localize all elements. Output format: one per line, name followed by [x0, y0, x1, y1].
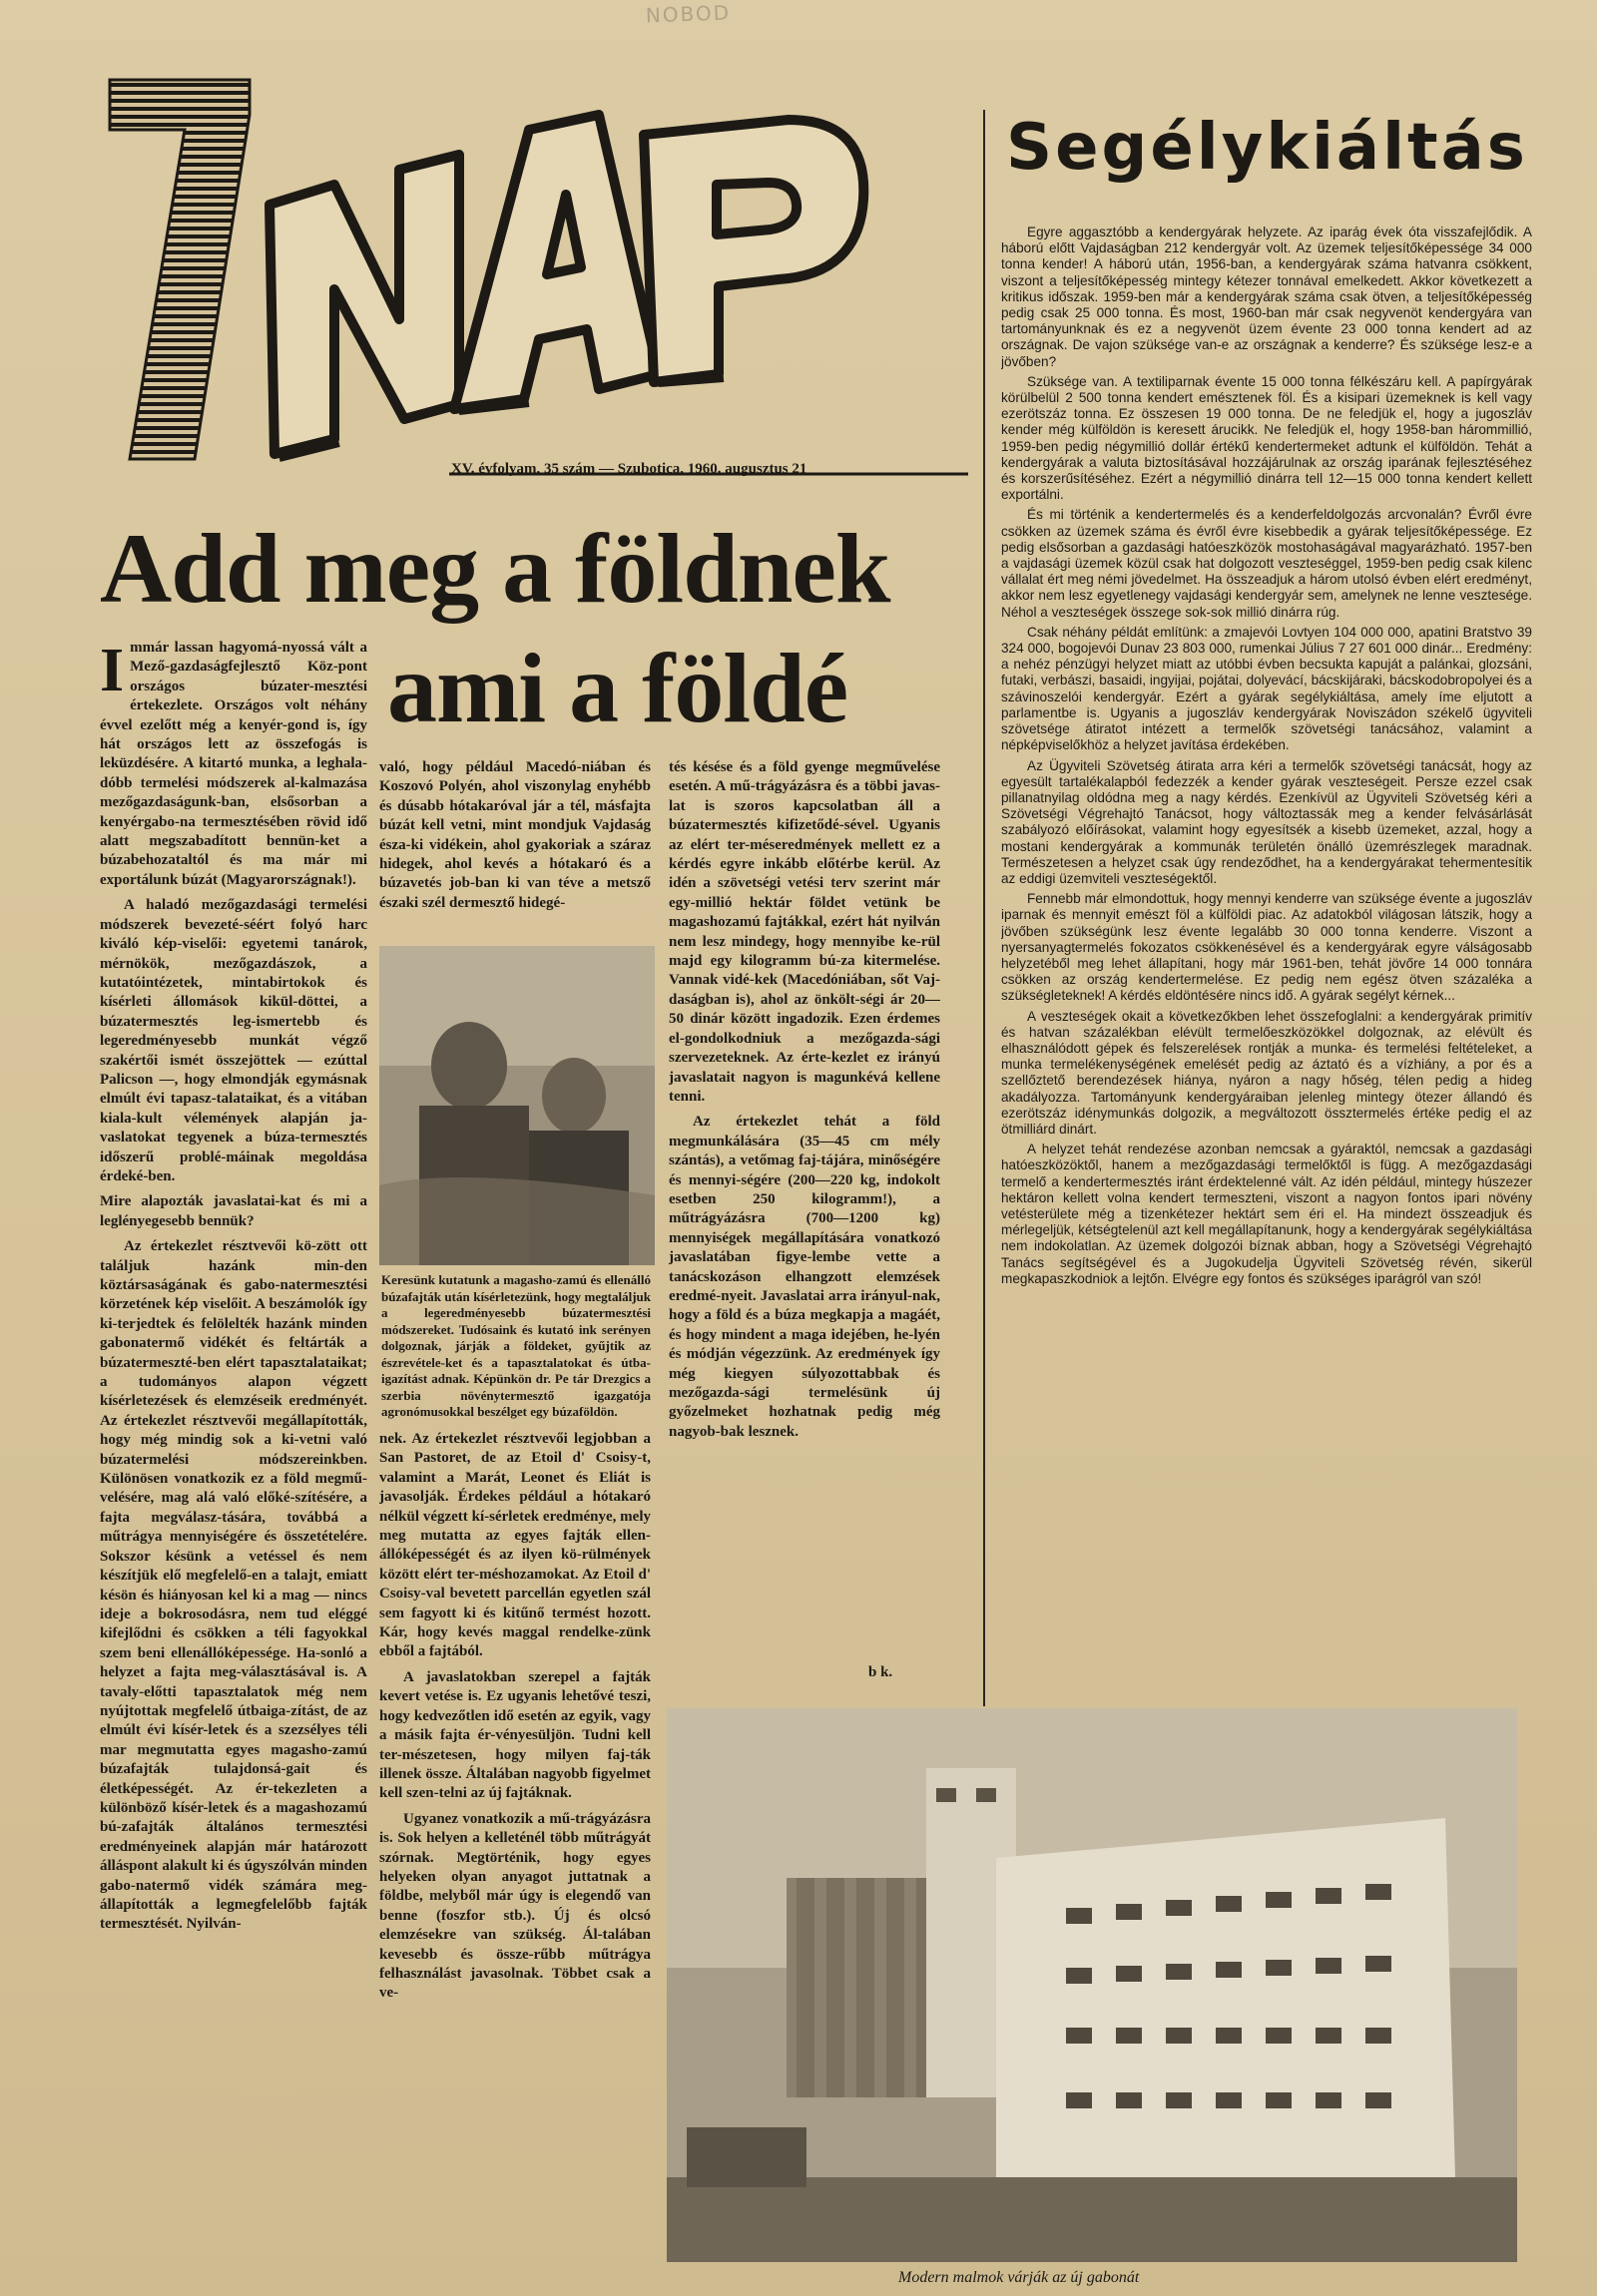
mill-photo: [667, 1708, 1517, 2262]
article-paragraph: Fennebb már elmondottuk, hogy mennyi kenderre van szüksége évente a jugoszláv iparnak és mennyit emészt föl a külföldi piac. Az adatokból világosan látszik, hogy a jövőben szükségünk lesz évente legalább 30 000 tonna kenderre. Viszont a nyersanyagtermelés fokozatos csökkenésével és a kendergyárak egyre válságosabb helyzetéből meg lehet állapítani, hogy már 1961-ben, tehát jövőre 14 000 tonnára csökken az ország kendertermelése. Ez pedig nem egész ötven százaléka a szükségleteknek! A kérdés eldöntésére nincs idő. A gyárak segélyt kérnek...: [1001, 891, 1532, 1004]
drop-cap: I: [100, 639, 125, 704]
article-subhead: Mire alapozták javaslatai-kat és mi a leglényegesebb bennük?: [100, 1193, 367, 1229]
article-column-3: [669, 758, 940, 1676]
agronomists-photo: [379, 946, 655, 1265]
right-article-title: Segélykiáltás: [1006, 111, 1528, 185]
article-paragraph: A javaslatokban szerepel a fajták kevert vetése is. Ez ugyanis lehetővé teszi, hogy kedvezőtlen idő esetén az egyik, vagy a másik fajta ér-vényesüljön. Tudni kell ter-mészetesen, hogy milyen faj-ták illenek össze. Általában nagyobb figyelmet kell szen-telni az új fajtáknak.: [379, 1668, 651, 1802]
article-paragraph: Immár lassan hagyomá-nyossá vált a Mező-gazdaságfejlesztő Köz-pont országos búzater-mesztési értekezlete. Országos volt néhány évvel ezelőtt még a kenyér-gond is, így hát országos lett az összefogás is leküzdésére. A kitartó munka, a leghala-dóbb termelési módszerek al-kalmazása mezőgazdaságunk-ban, elsősorban a kenyérgabo-na termesztésében rövid idő alatt megszabadított bennün-ket a búzabehozataltól és ma már mi exportálunk búzát (Magyarországnak!).: [100, 639, 367, 888]
article-paragraph: Az értekezlet tehát a föld megmunkálására (35—45 cm mély szántás), a vetőmag faj-tájára, minőségére és mennyi-ségére (200—220 kg, indokolt esetben 250 kilogramm!), a műtrágyázásra (700—1200 kg) mennyiségek megállapítására vonatkozó javaslatában figye-lembe vette a tanácskozáson elhangzott elemzések eredmé-nyeit. Javaslatai arra irányul-nak, hogy a föld és a búza megkapja a magáét, és hogy mindent a maga idejében, he-lyén és módján végezzünk. Az eredmények így még kiegyen súlyozottabbak és mezőgazda-sági termelésünk új győzelmeket hozhatnak pedig még nagyob-bak lesznek.: [669, 1114, 940, 1440]
article-paragraph: való, hogy például Macedó-niában és Koszovó Polyén, ahol viszonylag enyhébb és dúsabb hótakaróval jár a tél, másfajta búzát kell vetni, mint mondjuk Vajdaság észa-ki vidékein, ahol gyakoriak a száraz hidegek, ahol kevés a hótakaró és a búzavetés job-ban ki van téve a metsző északi szél dermesztő hidegé-: [379, 759, 651, 911]
right-article-body: [1001, 225, 1532, 1691]
article-column-2-top: [379, 758, 651, 938]
library-stamp: NOBOD: [645, 0, 732, 28]
article-paragraph: Egyre aggasztóbb a kendergyárak helyzete. Az iparág évek óta visszafejlődik. A háború előtt Vajdaságban 212 kendergyár volt. Az üzemek teljesítőképessége 34 000 tonna kender! A háború után, 1956-ban, a kendergyárak száma hatvanra csökkent, viszont a teljesítőképesség mintegy kétezer tonnával emelkedett. Akkor következett a kritikus időszak. 1959-ben már a kendergyárak száma csak ötven, a teljesítőképesség pedig csak 25 000 tonna. És most, 1960-ban már csak negyvenöt kendergyára van tartományunknak és ez a negyvenöt üzem évente 23 000 tonna kendert ad az országnak. De vajon szüksége van-e az országnak a kenderre? És szüksége lesz-e a jövőben?: [1001, 225, 1532, 369]
article-paragraph: Ugyanez vonatkozik a mű-trágyázásra is. Sok helyen a kelleténél több műtrágyát szórnak. Megtörténik, hogy egyes helyeken olyan anyagot juttatnak a földbe, melyből már úgy is elegendő van benne (foszfor stb.). Új és olcsó elemzésekre van szükség. Ál-talában kevesebb és össze-rűbb műtrágya felhasználást javasolnak. Többet csak a ve-: [379, 1810, 651, 2002]
article-paragraph: Az értekezlet résztvevői kö-zött ott találjuk hazánk min-den köztársaságának és gabo-natermesztési körzetének kép viselőit. A beszámolók így ki-terjedtek és felölelték hazánk minden gabonatermő vidékét és feltárták a búzatermeszté-ben elért tapasztalataikat; a tudományos alapon végzett kísérletezések és elemzéseik eredményét. Az értekezlet résztvevői megállapították, hogy még mindig sok a ki-vetni való búzatermelési módszereinkben. Különösen vonatkozik ez a föld megmű-velésére, mag alá való előké-szítésére, a fajta megválasz-tására, továbbá a műtrágya mennyiségére és összetételére. Sokszor késünk a vetéssel és nem készítjük elő megfelelő-en a talajt, emiatt késön és hiányosan kel ki a mag — nincs ideje a bokrosodásra, nem tud eléggé kifejlődni és csökken a téli fagyokkal szem beni ellenállóképessége. Ha-sonló a helyzet a fajta meg-választásával is. A tavaly-előtti tapasztalatok még nem nyújtottak megfelelő útbaiga-zítást, de az elmúlt évi kísér-letek és a szezsélyes téli mar megmutatta egyes magasho-zamú búzafajták tulajdonsá-gait és életképességét. Az ér-tekezleten a különböző kísér-letek és a magashozamú bú-zafajták általános termesztési eredményeinek alapján már határozott álláspont alakult ki és úgyszólván minden gabo-natermő vidék számára meg-állapították a legmegfelelőbb fajták termesztését. Nyilván-: [100, 1238, 367, 1933]
photo-caption-agronomists: Keresünk kutatunk a magasho-zamú és ellenálló búzafajták után kísérletezünk, hogy megtaláljuk a legeredményesebb búzatermesztési módszereket. Tudósaink és kutató ink serényen dolgoznak, járják a földeket, gyűjtik az észrevétele-ket és a tapasztalatokat és útba-igazítást adnak. Képünkön dr. Pe tár Drezgics a szerbia növénytermesztő igazgatója agronómusokkal beszélget egy búzaföldön.: [381, 1272, 651, 1419]
mill-photo-caption: Modern malmok várják az új gabonát: [898, 2269, 1140, 2286]
article-paragraph: A haladó mezőgazdasági termelési módszerek bevezeté-séért folyó harc kiváló kép-viselői: egyetemi tanárok, mérnökök, mezőgazdászok, a kutatóintézetek, mintabirtokok és kísérleti állomások kikül-döttei, a búzatermesztés leg-ismertebb és legeredményesebb munkát végző szakértői ismét összejöttek — ezúttal Palicson —, hogy elmondják egymásnak elmúlt évi tapasz-talataikat, és a vitában kiala-kult vélemények alapján ja-vaslatokat tegyenek a búza-termesztés időszerű problé-máinak megoldása érdeké-ben.: [100, 897, 367, 1184]
article-paragraph: Csak néhány példát említünk: a zmajevói Lovtyen 104 000 000, apatini Bratstvo 39 324 000, bogojevói Dunav 23 803 000, rumenkai Július 7 27 601 000 dinár... Eredmény: a nehéz pénzügyi helyzet miatt az utóbbi évben becsukta kapuját a palánkai, glozsáni, futaki, verbászi, basaidi, ingyijai, pojátai, dolyevácí, bácskijáraki, bácskodobropolyei és a szávinoszelói kendergyár. Ezért a gyárak segélykiáltása, amely íme eljutott a parlamentbe is. Ugyanis a jugoszláv kendergyárak Noviszádon székelő ügyviteli szövetsége átiratot intézett a termelők szövetségi tanácsához, valamint a népképviselőkhöz a helyzet javítása érdekében.: [1001, 624, 1532, 753]
article-paragraph: Az Ügyviteli Szövetség átirata arra kéri a termelők szövetségi tanácsát, hogy az egyesült tartalékalapból fedezzék a kender gyárak veszteségeit. Persze ezzel csak pillanatnyilag oldódna meg a nagy kérdés. Ezenkívül az Ügyviteli Szövetség kéri a Szövetségi Végrehajtó Tanácsot, hogy változtassák meg a kender felvásárlását szabályozó előírásokat, valamint hogy egyesítsék a kisebb üzemeket, azzal, hogy a mostani kendergyárak a kommunák területén önálló üzemrészlegek maradnak. Természetesen a helyzet csak úgy rendeződhet, ha a kendergyárakat tehermentesítik az eddigi üzemviteli veszteségektől.: [1001, 757, 1532, 886]
masthead-logo: [100, 75, 968, 494]
masthead: [100, 75, 968, 494]
article-paragraph: nek. Az értekezlet résztvevői legjobban a San Pastoret, de az Etoil d' Csoisy-t, valamint a Marát, Leonet és Eliát is javasolják. Érdekes például a hótakaró nélkül végzett kí-sérletek eredménye, mely meg mutatta az egyes fajták ellen-állóképességét és az ilyen kö-rülmények között elért ter-méshozamokat. Az Etoil d' Csoisy-val bevetett parcellán egyetlen szál sem fagyott ki és kitűnő termést hozott. Kár, hogy kevés maggal rendelke-zünk ebből a fajtából.: [379, 1431, 651, 1660]
article-paragraph: És mi történik a kendertermelés és a kenderfeldolgozás arcvonalán? Évről évre csökken az üzemek száma és évről évre kisebbedik a gyárak teljesítőképessége. Ez pedig elsősorban a gazdasági hatóeszközök mostohaságával magyarázható. 1957-ben a vajdasági üzemek közül csak hat dolgozott veszteséggel, 1959-ben pedig csak kilenc vállalat ért meg némi jövedelmet. Ha összeadjuk a három utolsó évben elért eredményt, akkor nem lesz egyetlenegy vajdasági kendergyár sem, amelynek ne lenne vesztesége. Néhol a veszteségek összege sok-sok millió dinárra rúg.: [1001, 507, 1532, 620]
article-signature: b k.: [868, 1664, 893, 1680]
main-headline-line1: Add meg a földnek: [100, 513, 890, 624]
column-divider: [983, 110, 985, 1706]
article-paragraph: Szüksége van. A textiliparnak évente 15 000 tonna félkészáru kell. A papírgyárak körülbelül 2 500 tonna kendert emésztenek föl. És a kisipari üzemeknek is kell vagy ezerötszáz tonna. Ez összesen 19 000 tonna. De ne feledjük el, hogy a jugoszláv kender még külföldön is keresett árucikk. Ne feledjük el, hogy 1958-ban hárommillió, 1959-ben pedig négymillió dollár értékű kendertermeket adtunk el külföldön. Tehát a kendergyárak a valuta biztosításával hozzájárulnak az ország iparának fejlesztéséhez és korszerűsítéséhez. Ezért a négymillió dinárra tell 12—15 000 tonna kendert kellett exportálni.: [1001, 373, 1532, 503]
main-headline-line2: ami a földé: [387, 633, 848, 743]
issue-line: XV. évfolyam, 35 szám — Szubotica, 1960. augusztus 21: [451, 461, 807, 477]
article-column-2-bottom: [379, 1430, 651, 2260]
article-paragraph: A helyzet tehát rendezése azonban nemcsak a gyáraktól, nemcsak a gazdasági hatóeszközöktől, hanem a mezőgazdasági termelőktől is függ. A mezőgazdasági termelő a kendertermesztés iránt érdektelenné vált. Az idén például, mintegy húszezer hektáron kellett volna kendert termeszteni, viszont a nagyon fontos ipari növény vetésterülete még a tizenkétezer hektárt sem éri el. Ha mindezt összeadjuk és mérlegeljük, kétségtelenül azt kell megállapítanunk, hogy a kendergyárak segélykiáltása nem indokolatlan. Az üzemek dolgozói bíznak abban, hogy a Szövetségi Végrehajtó Tanács segítségével és a Jugokudelja Ügyviteli Szövetség révén, sikerül megkapaszkodniok a lejtőn. Elvégre egy fontos és szükséges iparágról van szó!: [1001, 1142, 1532, 1286]
article-paragraph: A veszteségek okait a következőkben lehet összefoglalni: a kendergyárak primitív és hatvan százalékban elévült termelőeszközökkel dolgoznak, az elévült és elhasználódott gépek és felszerelések rontják a munka- és termelési feltételeket, a munka termelékenységének emelését pedig az áztató és a vízhiány, a por és a szellőztető berendezések hiánya, nyáron a nagy hőség, télen pedig a hideg akadályozza. Tartományunk kendergyáraiban jelenleg mintegy ötezer állandó és ezerötszáz idénymunkás dolgozik, a megváltozott össztermelés értéke pedig el az ötmilliárd dinárt.: [1001, 1008, 1532, 1137]
article-paragraph: tés késése és a föld gyenge megművelése esetén. A mű-trágyázásra és a többi javas-lat is szoros kapcsolatban áll a búzatermesztés kifizetődé-sével. Ugyanis az elért ter-méseredmények mellett ez a kérdés egyre inkább előtérbe kerül. Az idén a szövetségi vetési terv szerint már egy-millió hektár földet vetünk be magashozamú fajtákkal, ezért hát nyilván nem lesz mindegy, hogy mennyibe ke-rül majd egy kilogramm bú-za kitermelése. Vannak vidé-kek (Macedóniában, sőt Vaj-daságban is), ahol az önkölt-ségi ár 20—50 dinár között ingadozik. Ezen érdemes el-gondolkodniuk a mezőgazda-sági szervezeteknek. Az érte-kezlet ez irányú javaslatait nagyon is magunkévá kellene tenni.: [669, 759, 940, 1105]
article-column-1: [100, 639, 367, 2260]
